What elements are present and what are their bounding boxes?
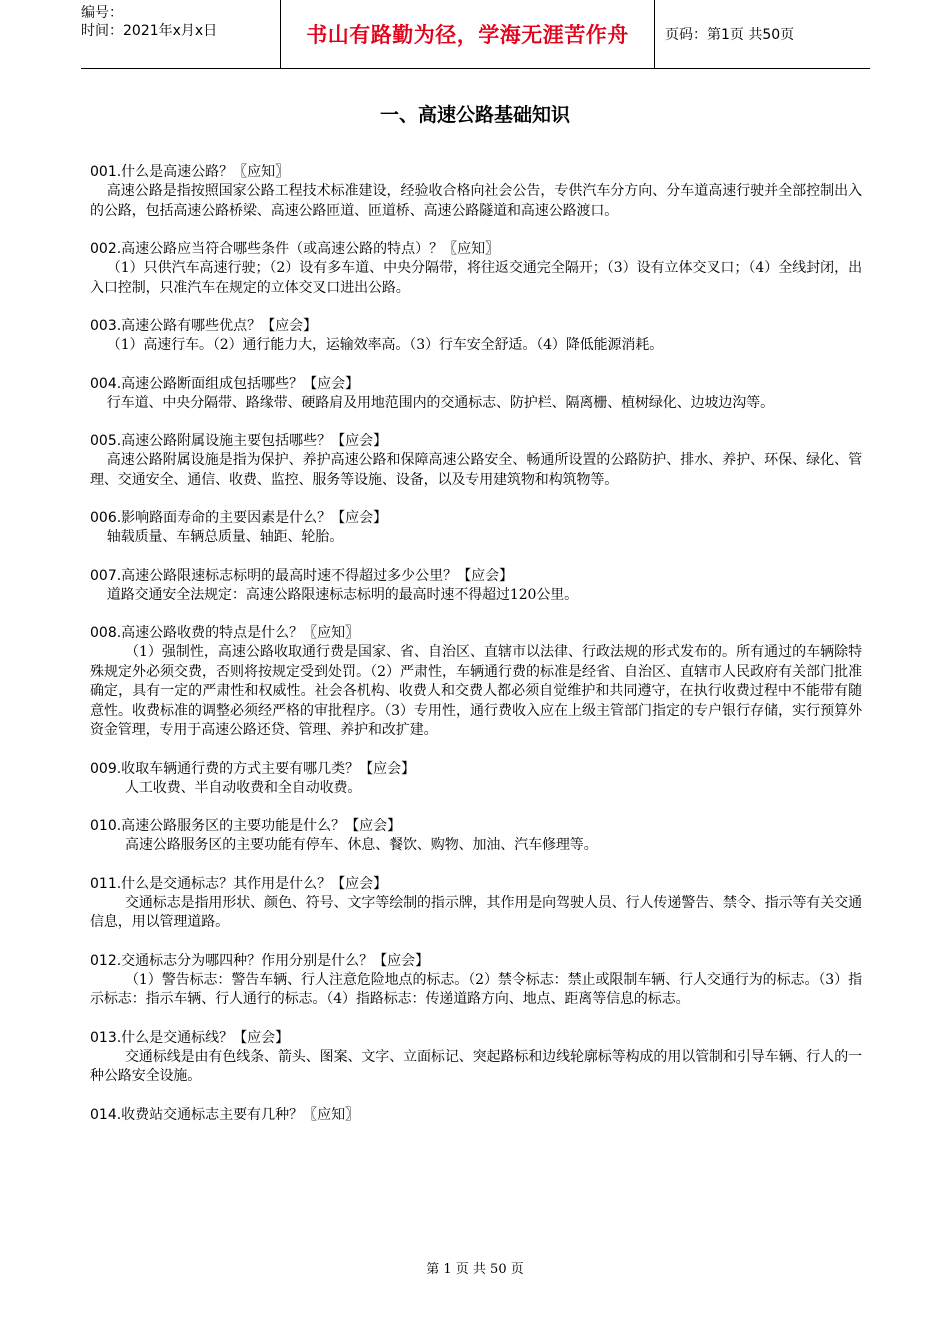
answer: 交通标志是指用形状、颜色、符号、文字等绘制的指示牌，其作用是向驾驶人员、行人传递警告、禁令、指示等有关交通信息，用以管理道路。 xyxy=(90,894,862,930)
qa-content xyxy=(90,163,862,1144)
qa-item xyxy=(90,1029,862,1087)
qa-item xyxy=(90,240,862,298)
answer: （1）高速行车。（2）通行能力大，运输效率高。（3）行车安全舒适。（4）降低能源消耗。 xyxy=(106,337,664,353)
answer: 高速公路是指按照国家公路工程技术标准建设，经验收合格向社会公告，专供汽车分方向、分车道高速行驶并全部控制出入的公路，包括高速公路桥梁、高速公路匝道、匝道桥、高速公路隧道和高速公路渡口。 xyxy=(90,183,862,219)
answer: 高速公路服务区的主要功能有停车、休息、餐饮、购物、加油、汽车修理等。 xyxy=(125,837,598,853)
qa-item xyxy=(90,317,862,356)
question: 003.高速公路有哪些优点？【应会】 xyxy=(90,318,318,334)
question: 014.收费站交通标志主要有几种？〖应知〗 xyxy=(90,1106,360,1123)
header-meta xyxy=(81,0,281,68)
answer: 交通标线是由有色线条、箭头、图案、文字、立面标记、突起路标和边线轮廓标等构成的用以管制和引导车辆、行人的一种公路安全设施。 xyxy=(90,1048,862,1084)
qa-item xyxy=(90,375,862,414)
qa-item xyxy=(90,624,862,741)
answer: 高速公路附属设施是指为保护、养护高速公路和保障高速公路安全、畅通所设置的公路防护、排水、养护、环保、绿化、管理、交通安全、通信、收费、监控、服务等设施、设备，以及专用建筑物和构筑物等。 xyxy=(90,452,862,488)
question: 009.收取车辆通行费的方式主要有哪几类？【应会】 xyxy=(90,760,416,777)
document-number-label: 编号： xyxy=(81,5,123,21)
section-title: 一、高速公路基础知识 xyxy=(379,104,570,126)
document-time: 时间：2021年x月x日 xyxy=(81,23,218,39)
qa-item xyxy=(90,817,862,856)
question: 005.高速公路附属设施主要包括哪些？【应会】 xyxy=(90,433,388,449)
qa-item xyxy=(90,875,862,933)
question: 001.什么是高速公路？〖应知〗 xyxy=(90,164,290,180)
qa-item xyxy=(90,509,862,548)
question: 013.什么是交通标线？【应会】 xyxy=(90,1029,290,1046)
answer: 道路交通安全法规定：高速公路限速标志标明的最高时速不得超过120公里。 xyxy=(106,586,579,603)
question: 010.高速公路服务区的主要功能是什么？【应会】 xyxy=(90,818,402,834)
qa-item xyxy=(90,432,862,490)
question: 004.高速公路断面组成包括哪些？【应会】 xyxy=(90,375,360,392)
question: 006.影响路面寿命的主要因素是什么？【应会】 xyxy=(90,510,388,526)
question: 002.高速公路应当符合哪些条件（或高速公路的特点）？〖应知〗 xyxy=(90,241,500,257)
qa-item xyxy=(90,567,862,606)
question: 007.高速公路限速标志标明的最高时速不得超过多少公里？【应会】 xyxy=(90,567,514,584)
answer: 行车道、中央分隔带、路缘带、硬路肩及用地范围内的交通标志、防护栏、隔离栅、植树绿化、边坡边沟等。 xyxy=(106,394,774,411)
answer: （1）警告标志：警告车辆、行人注意危险地点的标志。（2）禁令标志：禁止或限制车辆、行人交通行为的标志。（3）指示标志：指示车辆、行人通行的标志。（4）指路标志：传递道路方向、地点、距离等信息的标志。 xyxy=(90,971,862,1007)
answer: 人工收费、半自动收费和全自动收费。 xyxy=(125,779,362,796)
page-header xyxy=(81,0,870,69)
question: 012.交通标志分为哪四种？作用分别是什么？【应会】 xyxy=(90,952,430,969)
question: 011.什么是交通标志？其作用是什么？【应会】 xyxy=(90,875,388,892)
header-motto: 书山有路勤为径，学海无涯苦作舟 xyxy=(281,0,655,68)
page-footer: 第 1 页 共 50 页 xyxy=(426,1262,524,1277)
answer: （1）只供汽车高速行驶；（2）设有多车道、中央分隔带，将往返交通完全隔开；（3）设有立体交叉口；（4）全线封闭，出入口控制，只准汽车在规定的立体交叉口进出公路。 xyxy=(90,260,862,296)
qa-item xyxy=(90,760,862,799)
qa-item xyxy=(90,163,862,221)
header-page-info: 页码：第1页 共50页 xyxy=(665,27,795,43)
qa-item xyxy=(90,952,862,1010)
answer: （1）强制性，高速公路收取通行费是国家、省、自治区、直辖市以法律、行政法规的形式发布的。所有通过的车辆除特殊规定外必须交费，否则将按规定受到处罚。（2）严肃性，车辆通行费的标准是经省、自治区、直辖市人民政府有关部门批准确定，具有一定的严肃性和权威性。社会各机构、收费人和交费人都必须自觉维护和共同遵守，在执行收费过程中不能带有随意性。收费标准的调整必须经严格的审批程序。（3）专用性，通行费收入应在上级主管部门指定的专户银行存储，实行预算外资金管理，专用于高速公路还贷、管理、养护和改扩建。 xyxy=(90,644,862,738)
question: 008.高速公路收费的特点是什么？〖应知〗 xyxy=(90,625,360,641)
qa-item xyxy=(90,1106,862,1125)
answer: 轴载质量、车辆总质量、轴距、轮胎。 xyxy=(106,529,344,545)
